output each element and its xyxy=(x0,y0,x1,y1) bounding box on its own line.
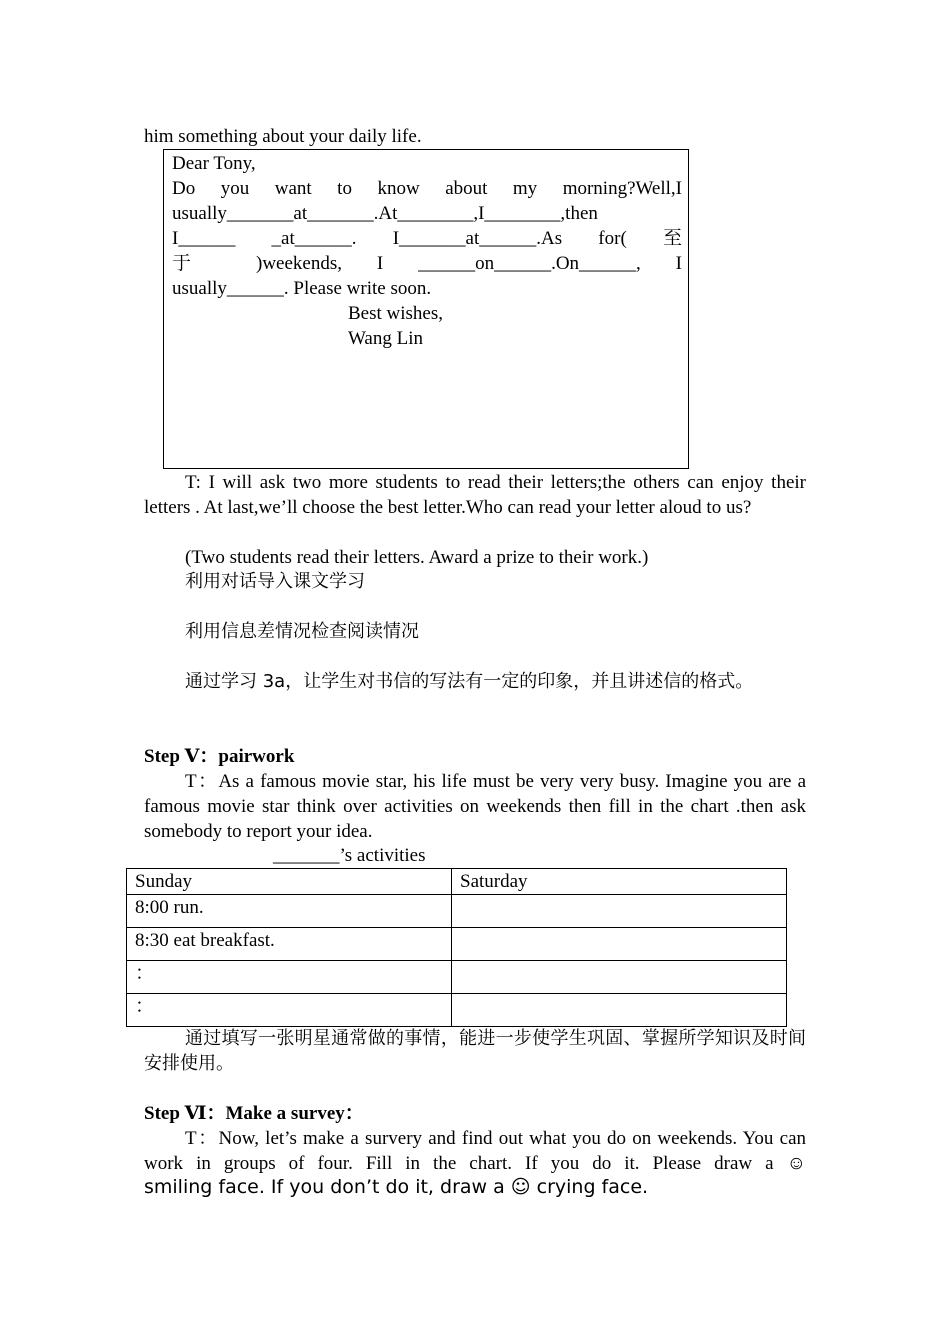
letter-line: usually______. Please write soon. xyxy=(172,278,432,299)
table-row xyxy=(127,994,787,1027)
table-cell[interactable] xyxy=(452,895,787,928)
table-row xyxy=(127,895,787,928)
table-cell[interactable]: ： xyxy=(127,994,452,1027)
teaching-note: 利用信息差情况检查阅读情况 xyxy=(185,621,419,642)
step6-paragraph: T：Now, let’s make a survery and find out what you do on weekends. You can work in groups of four. Fill in the chart. If you do it. Please draw a ☺ xyxy=(144,1128,806,1174)
teaching-note: 利用对话导入课文学习 xyxy=(185,571,365,592)
intro-line: him something about your daily life. xyxy=(144,126,422,147)
activities-table xyxy=(126,868,787,1027)
table-cell[interactable]: 8:00 run. xyxy=(127,895,452,928)
letter-greeting: Dear Tony, xyxy=(172,153,256,174)
table-cell[interactable]: ： xyxy=(127,961,452,994)
table-header-row xyxy=(127,869,787,895)
teaching-note: 通过学习 3a，让学生对书信的写法有一定的印象，并且讲述信的格式。 xyxy=(185,671,754,692)
letter-line: Do you want to know about my morning?Well,I xyxy=(172,178,682,199)
header-saturday: Saturday xyxy=(452,869,787,895)
letter-line: I______ _at______. I_______at______.As for( 至 xyxy=(172,228,682,249)
table-cell[interactable] xyxy=(452,928,787,961)
letter-signature: Wang Lin xyxy=(348,328,423,349)
step5-heading: Step Ⅴ：pairwork xyxy=(144,746,295,767)
table-cell[interactable]: 8:30 eat breakfast. xyxy=(127,928,452,961)
header-sunday: Sunday xyxy=(127,869,452,895)
step5-paragraph: T：As a famous movie star, his life must be very very busy. Imagine you are a famous movie star think over activities on weekends then fill in the chart .then ask somebody to report your idea. xyxy=(144,771,806,842)
table-row xyxy=(127,928,787,961)
letter-line: 于 )weekends, I ______on______.On______, I xyxy=(172,253,682,274)
step6-heading: Step Ⅵ：Make a survey： xyxy=(144,1103,364,1124)
teaching-note: 通过填写一张明星通常做的事情，能进一步使学生巩固、掌握所学知识及时间安排使用。 xyxy=(144,1028,806,1074)
table-cell[interactable] xyxy=(452,994,787,1027)
letter-template xyxy=(172,151,682,351)
letter-closing: Best wishes, xyxy=(348,303,443,324)
table-row xyxy=(127,961,787,994)
stage-note: (Two students read their letters. Award a prize to their work.) xyxy=(185,547,649,568)
step6-paragraph-end: smiling face. If you don’t do it, draw a ☺ crying face. xyxy=(144,1176,649,1198)
table-cell[interactable] xyxy=(452,961,787,994)
teacher-paragraph: T: I will ask two more students to read their letters;the others can enjoy their letters . At last,we’ll choose the best letter.Who can read your letter aloud to us? xyxy=(144,472,806,518)
table-title: _______’s activities xyxy=(273,845,426,866)
letter-line: usually_______at_______.At________,I________,then xyxy=(172,203,598,224)
